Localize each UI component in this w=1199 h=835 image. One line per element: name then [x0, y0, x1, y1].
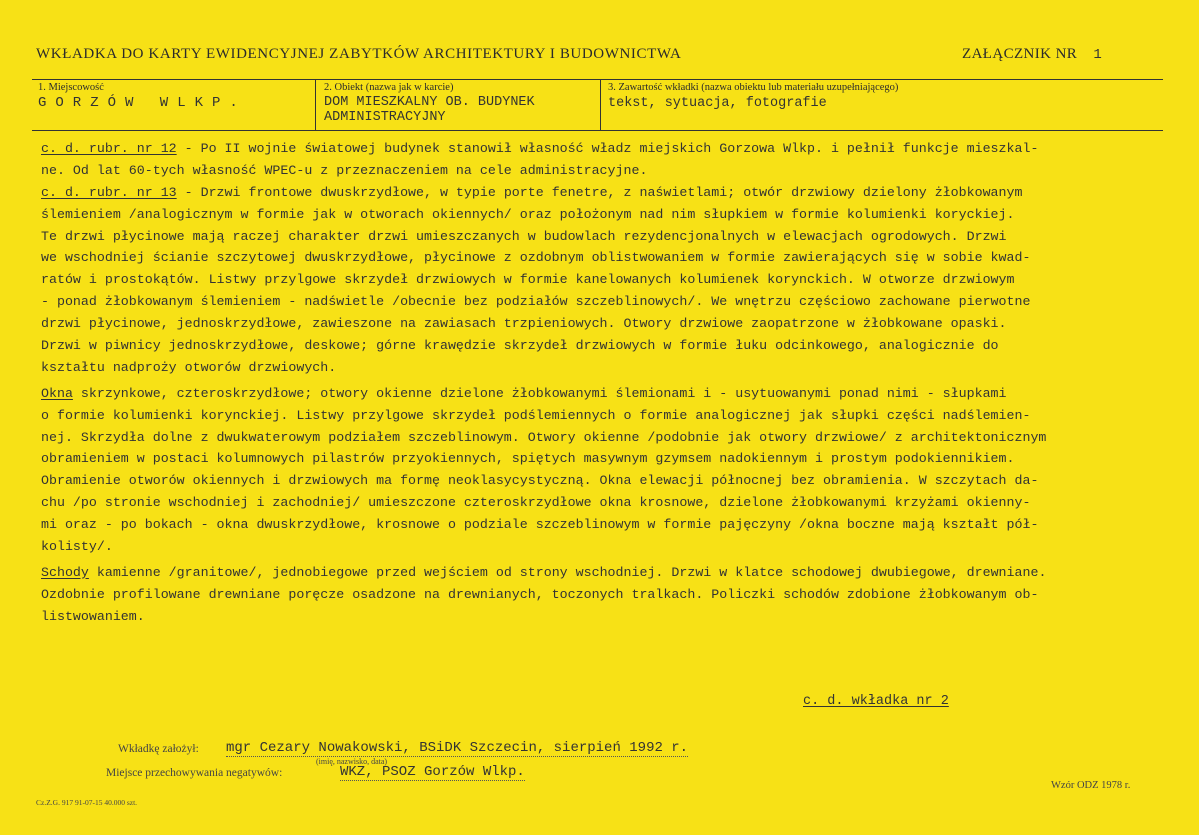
line-text: Ozdobnie profilowane drewniane poręcze osadzone na drewnianych, toczonych tralkach. Policzki schodów zdobione żłobkowanym ob-: [41, 586, 1039, 602]
form-title: WKŁADKA DO KARTY EWIDENCYJNEJ ZABYTKÓW ARCHITEKTURY I BUDOWNICTWA: [36, 46, 682, 62]
line-text: - Po II wojnie światowej budynek stanowił własność władz miejskich Gorzowa Wlkp. i pełnił funkcje mieszkal-: [176, 141, 1039, 156]
section-heading: Okna: [41, 385, 73, 401]
line-text: we wschodniej ścianie szczytowej dwuskrzydłowe, płycinowe z ozdobnym oblistwowaniem w formie zawierających się w sobie kwad-: [41, 250, 1031, 266]
text-line: [41, 405, 1161, 427]
text-line: [41, 492, 1161, 514]
line-text: - ponad żłobkowanym ślemieniem - nadświetle /obecnie bez podziałów szczeblinowych/. We wnętrzu częściowo zachowane pierwotne: [41, 294, 1031, 310]
text-line: [41, 182, 1161, 204]
line-text: nej. Skrzydła dolne z dwukwaterowym podziałem szczeblinowym. Otwory okienne /podobnie jak otwory drzwiowe/ z architektonicznym: [41, 429, 1047, 445]
line-text: obramieniem w postaci kolumnowych pilastrów przyokiennych, spiętych masywnym gzymsem nadokiennym i prostym podokiennikiem.: [41, 451, 1015, 467]
line-text: chu /po stronie wschodniej i zachodniej/ umieszczone czteroskrzydłowe okna krosnowe, dzielone żłobkowanymi krzyżami okienny-: [41, 495, 1031, 511]
object-label: 2. Obiekt (nazwa jak w karcie): [324, 82, 454, 93]
line-text: kamienne /granitowe/, jednobiegowe przed wejściem od strony wschodniej. Drzwi w klatce schodowej dwubiegowe, drewniane.: [88, 564, 1047, 580]
text-line: [41, 138, 1161, 160]
negatives-label: Miejsce przechowywania negatywów:: [106, 767, 283, 779]
section-heading: c. d. rubr. nr 13: [41, 184, 177, 200]
description-text: [41, 138, 1161, 628]
text-line: [41, 606, 1161, 628]
line-text: skrzynkowe, czteroskrzydłowe; otwory okienne dzielone żłobkowanymi ślemionami i - usytuowanymi ponad nimi - słupkami: [72, 385, 1007, 401]
attachment-number: [962, 46, 1102, 63]
line-text: kształtu nadproży otworów drzwiowych.: [41, 359, 337, 375]
content-label: 3. Zawartość wkładki (nazwa obiektu lub materiału uzupełniającego): [608, 82, 899, 93]
pattern-note: Wzór ODZ 1978 r.: [1051, 780, 1131, 791]
text-line: [41, 357, 1161, 379]
continuation-note: c. d. wkładka nr 2: [803, 694, 949, 709]
attachment-value: 1: [1093, 47, 1103, 63]
table-bottom-rule: [32, 130, 1163, 131]
text-line: [41, 313, 1161, 335]
line-text: kolisty/.: [41, 539, 113, 555]
section-heading: Schody: [41, 564, 89, 580]
section-heading: c. d. rubr. nr 12: [41, 141, 177, 156]
negatives-value: WKZ, PSOZ Gorzów Wlkp.: [340, 764, 525, 780]
text-line: [41, 204, 1161, 226]
line-text: ślemieniem /analogicznym w formie jak w otworach okiennych/ oraz położonym nad nim słupkiem w formie kolumienki koryckiej.: [41, 206, 1015, 222]
line-text: ratów i prostokątów. Listwy przylgowe skrzydeł drzwiowych w formie kanelowanych kolumienek korynckich. W otworze drzwiowym: [41, 272, 1015, 288]
object-value-line-2: ADMINISTRACYJNY: [324, 110, 446, 125]
object-value-line-1: DOM MIESZKALNY OB. BUDYNEK: [324, 95, 535, 110]
text-line: [41, 562, 1161, 584]
line-text: Drzwi w piwnicy jednoskrzydłowe, deskowe; górne krawędzie skrzydeł drzwiowych w formie łuku odcinkowego, analogicznie do: [41, 338, 999, 354]
text-line: [41, 247, 1161, 269]
column-divider-1: [315, 79, 316, 131]
line-text: listwowaniem.: [41, 608, 145, 624]
text-line: [41, 470, 1161, 492]
text-line: [41, 269, 1161, 291]
print-code: Cz.Z.G. 917 91-07-15 40.000 szt.: [36, 798, 138, 807]
author-label: Wkładkę założył:: [118, 743, 199, 755]
line-text: Obramienie otworów okiennych i drzwiowych ma formę neoklasycystyczną. Okna elewacji północnej bez obramienia. W szczytach da-: [41, 473, 1039, 489]
author-value: mgr Cezary Nowakowski, BSiDK Szczecin, sierpień 1992 r.: [226, 740, 689, 756]
table-top-rule: [32, 79, 1163, 80]
line-text: mi oraz - po bokach - okna dwuskrzydłowe, krosnowe o podziale szczeblinowym w formie pajęczyny /okna boczne mają kształt pół-: [41, 517, 1039, 533]
line-text: Te drzwi płycinowe mają raczej charakter drzwi umieszczanych w budowlach rezydencjonalnych w elewacjach ogrodowych. Drzwi: [41, 228, 1007, 244]
place-value: GORZÓW WLKP.: [38, 95, 247, 111]
line-text: o formie kolumienki korynckiej. Listwy przylgowe skrzydeł podślemiennych o formie analogicznej jak słupki części nadślemien-: [41, 407, 1031, 423]
text-line: [41, 335, 1161, 357]
text-line: [41, 291, 1161, 313]
content-value: tekst, sytuacja, fotografie: [608, 96, 827, 111]
text-line: [41, 383, 1161, 405]
line-text: - Drzwi frontowe dwuskrzydłowe, w typie porte fenetre, z naświetlami; otwór drzwiowy dzielony żłobkowanym: [176, 184, 1023, 200]
text-line: [41, 448, 1161, 470]
line-text: ne. Od lat 60-tych własność WPEC-u z przeznaczeniem na cele administracyjne.: [41, 162, 648, 178]
author-hint: (imię, nazwisko, data): [316, 757, 388, 766]
text-line: [41, 160, 1161, 182]
text-line: [41, 584, 1161, 606]
text-line: [41, 514, 1161, 536]
text-line: [41, 427, 1161, 449]
place-label: 1. Miejscowość: [38, 82, 104, 93]
attachment-label: ZAŁĄCZNIK NR: [962, 46, 1078, 62]
line-text: drzwi płycinowe, jednoskrzydłowe, zawieszone na zawiasach trzpieniowych. Otwory drzwiowe zaopatrzone w żłobkowane opaski.: [41, 316, 1007, 332]
text-line: [41, 536, 1161, 558]
text-line: [41, 226, 1161, 248]
column-divider-2: [600, 79, 601, 131]
